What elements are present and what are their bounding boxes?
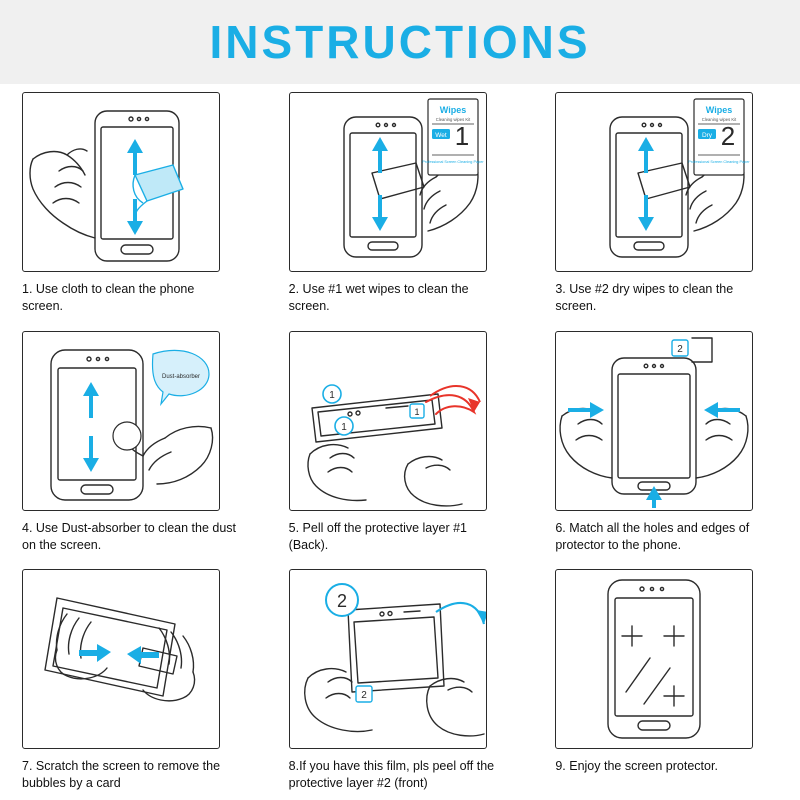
step-illustration-4 bbox=[22, 331, 220, 511]
tab-label-8-a: 2 bbox=[336, 591, 347, 612]
step-cell-1 bbox=[0, 84, 267, 323]
page-title: INSTRUCTIONS bbox=[209, 16, 591, 68]
tab-label-5-b: 1 bbox=[414, 406, 420, 417]
step-caption-5: 5. Pell off the protective layer #1 (Back). bbox=[288, 520, 468, 552]
step-caption-9: 9. Enjoy the screen protector. bbox=[555, 759, 718, 774]
tab-label-6: 2 bbox=[677, 343, 684, 355]
wipe-packet-subtitle-2: Cleaning wipes Kit bbox=[435, 117, 470, 122]
step-cell-9 bbox=[533, 561, 800, 800]
step-illustration-3 bbox=[555, 92, 753, 272]
phone-with-dust-absorber-icon bbox=[23, 332, 219, 510]
step-caption-8: 8.If you have this film, pls peel off the protective layer #2 (front) bbox=[288, 759, 495, 791]
step-cell-8 bbox=[267, 561, 534, 800]
phone-with-cloth-icon bbox=[23, 93, 219, 271]
phone-with-dry-wipe-icon bbox=[556, 93, 752, 271]
tab-label-8-b: 2 bbox=[360, 690, 367, 702]
wipe-packet-title-3: Wipes bbox=[706, 105, 733, 115]
tab-label-5-a: 1 bbox=[328, 389, 335, 401]
peel-layer-two-icon bbox=[290, 570, 486, 748]
wipe-packet-title-2: Wipes bbox=[439, 105, 466, 115]
wipe-packet-number-2: 1 bbox=[454, 121, 469, 151]
step-illustration-1 bbox=[22, 92, 220, 272]
wipe-packet-footer-2: Professional Screen Cleaning Paper bbox=[422, 160, 484, 164]
finished-phone-icon bbox=[556, 570, 752, 748]
step-cell-7 bbox=[0, 561, 267, 800]
step-cell-6 bbox=[533, 323, 800, 562]
step-illustration-5 bbox=[289, 331, 487, 511]
tab-label-5-c: 1 bbox=[340, 421, 347, 433]
step-caption-3: 3. Use #2 dry wipes to clean the screen. bbox=[555, 282, 734, 313]
step-caption-2: 2. Use #1 wet wipes to clean the screen. bbox=[288, 282, 469, 313]
step-cell-5 bbox=[267, 323, 534, 562]
align-protector-icon bbox=[556, 332, 752, 510]
step-caption-7: 7. Scratch the screen to remove the bubbles by a card bbox=[22, 759, 221, 791]
step-illustration-2 bbox=[289, 92, 487, 272]
wipe-packet-number-3: 2 bbox=[721, 121, 736, 151]
peel-layer-one-icon bbox=[290, 332, 486, 510]
wipe-packet-tag-3: Dry bbox=[702, 132, 713, 139]
step-cell-4 bbox=[0, 323, 267, 562]
step-cell-2 bbox=[267, 84, 534, 323]
step-illustration-9 bbox=[555, 569, 753, 749]
step-cell-3 bbox=[533, 84, 800, 323]
step-illustration-6 bbox=[555, 331, 753, 511]
step-illustration-7 bbox=[22, 569, 220, 749]
phone-with-wet-wipe-icon bbox=[290, 93, 486, 271]
wipe-packet-subtitle-3: Cleaning wipes Kit bbox=[702, 117, 737, 122]
wipe-packet-footer-3: Professional Screen Cleaning Paper bbox=[688, 160, 750, 164]
step-caption-4: 4. Use Dust-absorber to clean the dust on the screen. bbox=[22, 520, 237, 552]
step-caption-6: 6. Match all the holes and edges of protector to the phone. bbox=[555, 520, 750, 552]
steps-grid bbox=[0, 84, 800, 800]
step-caption-1: 1. Use cloth to clean the phone screen. bbox=[22, 282, 195, 313]
scratch-bubbles-card-icon bbox=[23, 570, 219, 748]
step-illustration-8 bbox=[289, 569, 487, 749]
dust-absorber-label: Dust-absorber bbox=[161, 373, 201, 380]
header-banner bbox=[0, 0, 800, 84]
wipe-packet-tag-2: Wet bbox=[434, 132, 447, 139]
